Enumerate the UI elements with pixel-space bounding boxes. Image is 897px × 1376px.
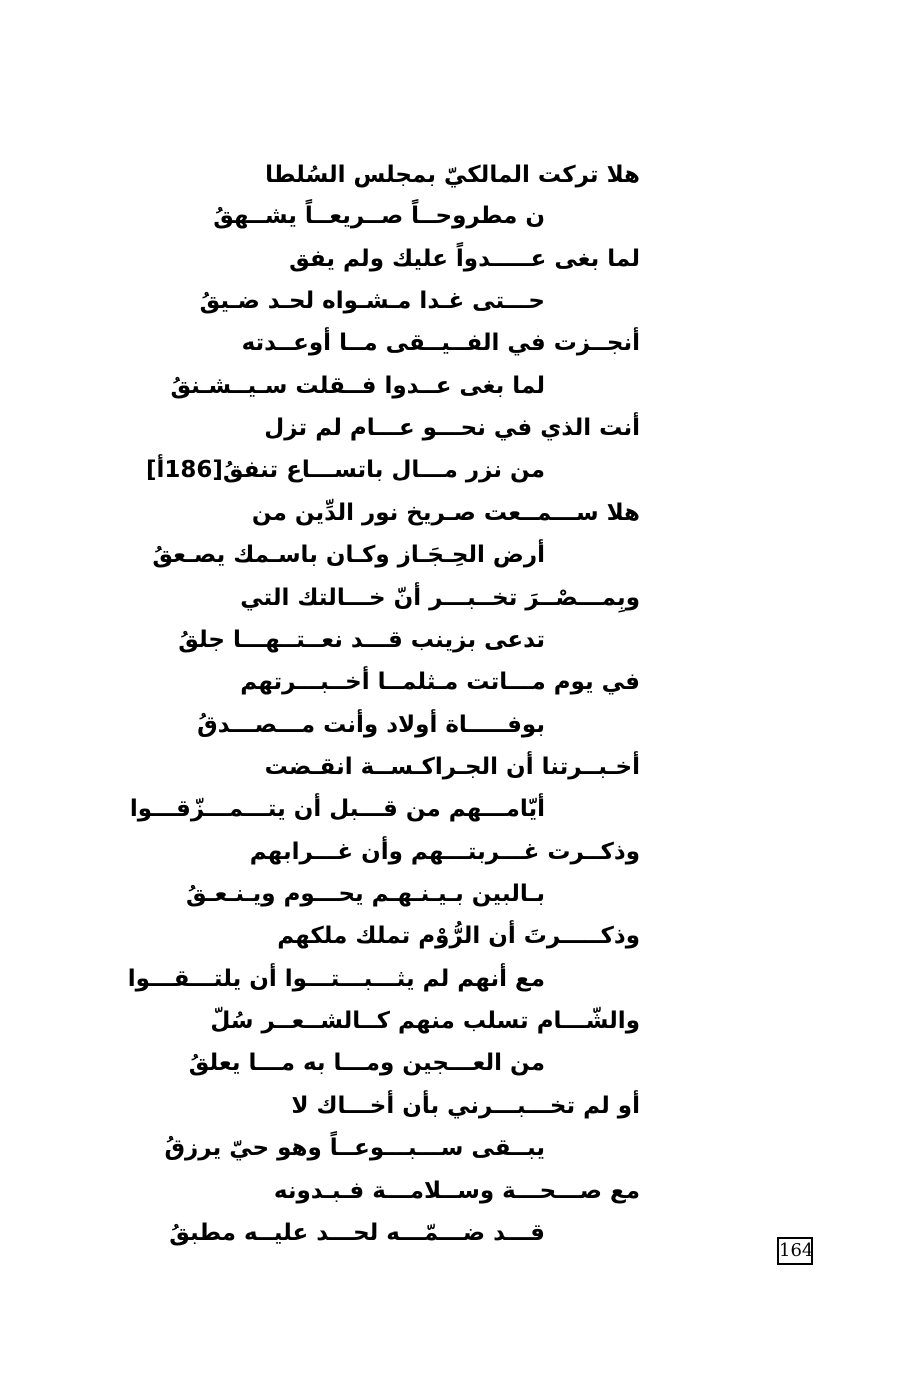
poem-line: من نزر مـــال باتســـاع تنفقُ[186أ] [145, 457, 545, 483]
page-number-box: 164 [777, 1237, 813, 1265]
poem-line: أيّامـــهم من قـــبل أن يتـــمـــزّقـــوا [129, 796, 545, 822]
poem-line: أرض الحِـجَـاز وكـان باسـمك يصـعقُ [152, 542, 545, 568]
poem-line: لما بغى عــدوا فــقلت سـيــشـنقُ [170, 373, 545, 399]
poem-line: يبــقى ســـبـــوعــاً وهو حيّ يرزقُ [164, 1135, 545, 1161]
poem-line: لما بغى عـــــدواً عليك ولم يفق [289, 246, 640, 272]
poem-line: والشّـــام تسلب منهم كــالشــعــر سُلّ [210, 1008, 640, 1034]
poem-line: من العـــجين ومـــا به مـــا يعلقُ [188, 1050, 545, 1076]
poem-line: هلا ســـمــعت صـريخ نور الدِّين من [251, 500, 640, 526]
poem-line: حـــتى غـدا مـشـواه لحـد ضـيقُ [199, 288, 545, 314]
poem-line: مع أنهم لم يثـــبـــتـــوا أن يلتـــقـــوا [127, 966, 545, 992]
poem-line: في يوم مـــاتت مـثلمــا أخــبـــرتهم [240, 669, 640, 695]
poem-line: مع صـــحـــة وســلامـــة فـبـدونه [273, 1178, 640, 1204]
poem-line: بوفـــــاة أولاد وأنت مـــصـــدقُ [197, 712, 545, 738]
poem-line: تدعى بزينب قـــد نعــتــهـــا جلقُ [178, 627, 545, 653]
poem-line: وذكـــــرتَ أن الرُّوْم تملك ملكهم [277, 923, 640, 949]
poem-line: أو لم تخـــبـــرني بأن أخـــاك لا [291, 1093, 640, 1119]
poem-line: أنجــزت في الفــيــقى مــا أوعــدته [241, 330, 640, 356]
poem-line: وذكــرت غـــربتـــهم وأن غـــرابهم [249, 839, 640, 865]
poem-line: هلا تركت المالكيّ بمجلس السُلطا [265, 162, 640, 188]
poem-line: قـــد ضـــمّـــه لحـــد عليــه مطبقُ [169, 1220, 545, 1246]
poem-line: ن مطروحــاً صــريعــاً يشــهقُ [213, 203, 545, 229]
poem-line: وبِمـــصْــرَ تخــبـــر أنّ خـــالتك التي [240, 585, 640, 611]
poem-line: بـالبين بـيـنـهـم يحـــوم ويـنـعـقُ [185, 881, 545, 907]
poem-line: أخـبــرتنا أن الجـراكـســة انقـضت [264, 754, 640, 780]
poem-line: أنت الذي في نحـــو عـــام لم تزل [264, 415, 640, 441]
